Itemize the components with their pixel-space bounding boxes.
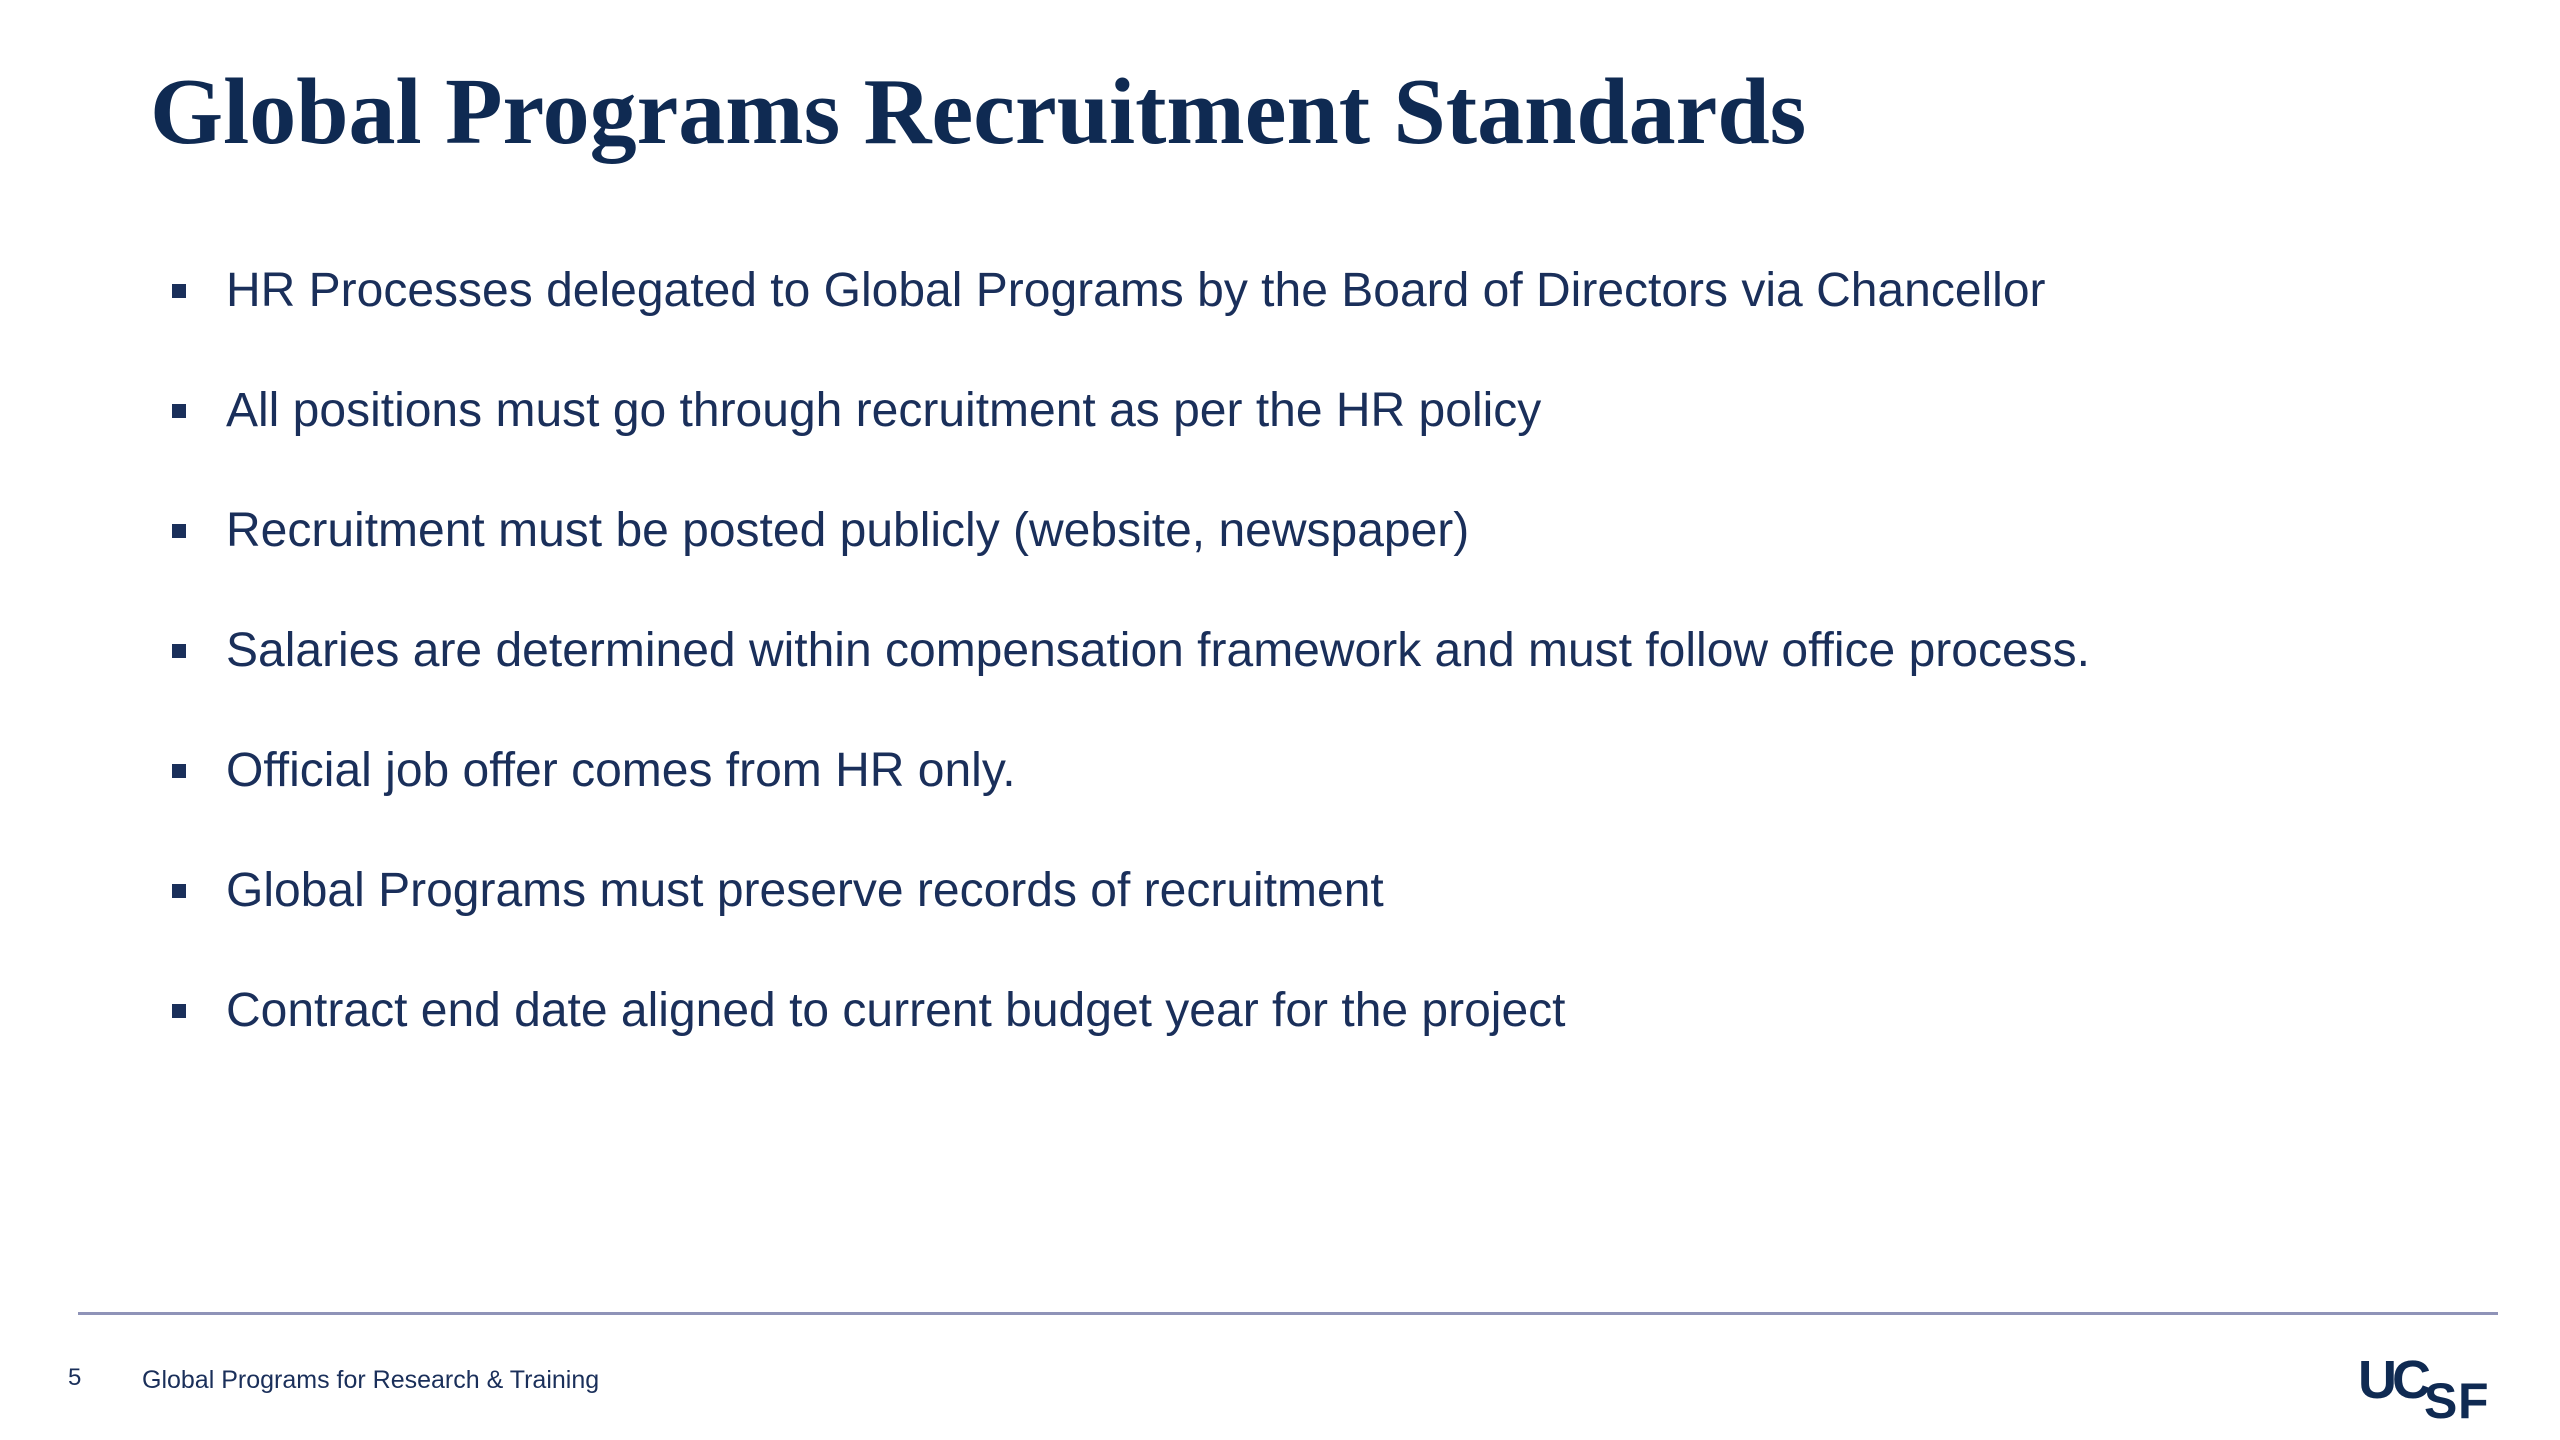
bullet-item — [172, 376, 2090, 496]
bullet-text: Global Programs must preserve records of recruitment — [226, 864, 1384, 917]
bullet-text: Contract end date aligned to current budget year for the project — [226, 984, 1566, 1037]
footer-divider — [78, 1312, 2498, 1315]
bullet-list — [172, 256, 2090, 1096]
bullet-text: Official job offer comes from HR only. — [226, 744, 1016, 797]
bullet-text: HR Processes delegated to Global Programs by the Board of Directors via Chancellor — [226, 264, 2046, 317]
bullet-text: Recruitment must be posted publicly (website, newspaper) — [226, 504, 1470, 557]
square-bullet-icon — [172, 764, 186, 778]
bullet-item — [172, 856, 2090, 976]
bullet-item — [172, 736, 2090, 856]
square-bullet-icon — [172, 524, 186, 538]
page-number: 5 — [68, 1364, 82, 1391]
square-bullet-icon — [172, 644, 186, 658]
bullet-item — [172, 256, 2090, 376]
svg-text:C: C — [2392, 1352, 2427, 1410]
bullet-text: Salaries are determined within compensation framework and must follow office process. — [226, 624, 2090, 677]
svg-text:F: F — [2458, 1373, 2485, 1422]
square-bullet-icon — [172, 284, 186, 298]
bullet-item — [172, 616, 2090, 736]
footer-text: Global Programs for Research & Training — [142, 1366, 600, 1394]
slide-title: Global Programs Recruitment Standards — [150, 60, 1807, 164]
bullet-item — [172, 976, 2090, 1096]
ucsf-logo-icon — [2358, 1352, 2500, 1422]
square-bullet-icon — [172, 404, 186, 418]
svg-text:U: U — [2358, 1352, 2393, 1410]
bullet-text: All positions must go through recruitment as per the HR policy — [226, 384, 1542, 437]
square-bullet-icon — [172, 1004, 186, 1018]
square-bullet-icon — [172, 884, 186, 898]
bullet-item — [172, 496, 2090, 616]
svg-text:S: S — [2424, 1373, 2454, 1422]
